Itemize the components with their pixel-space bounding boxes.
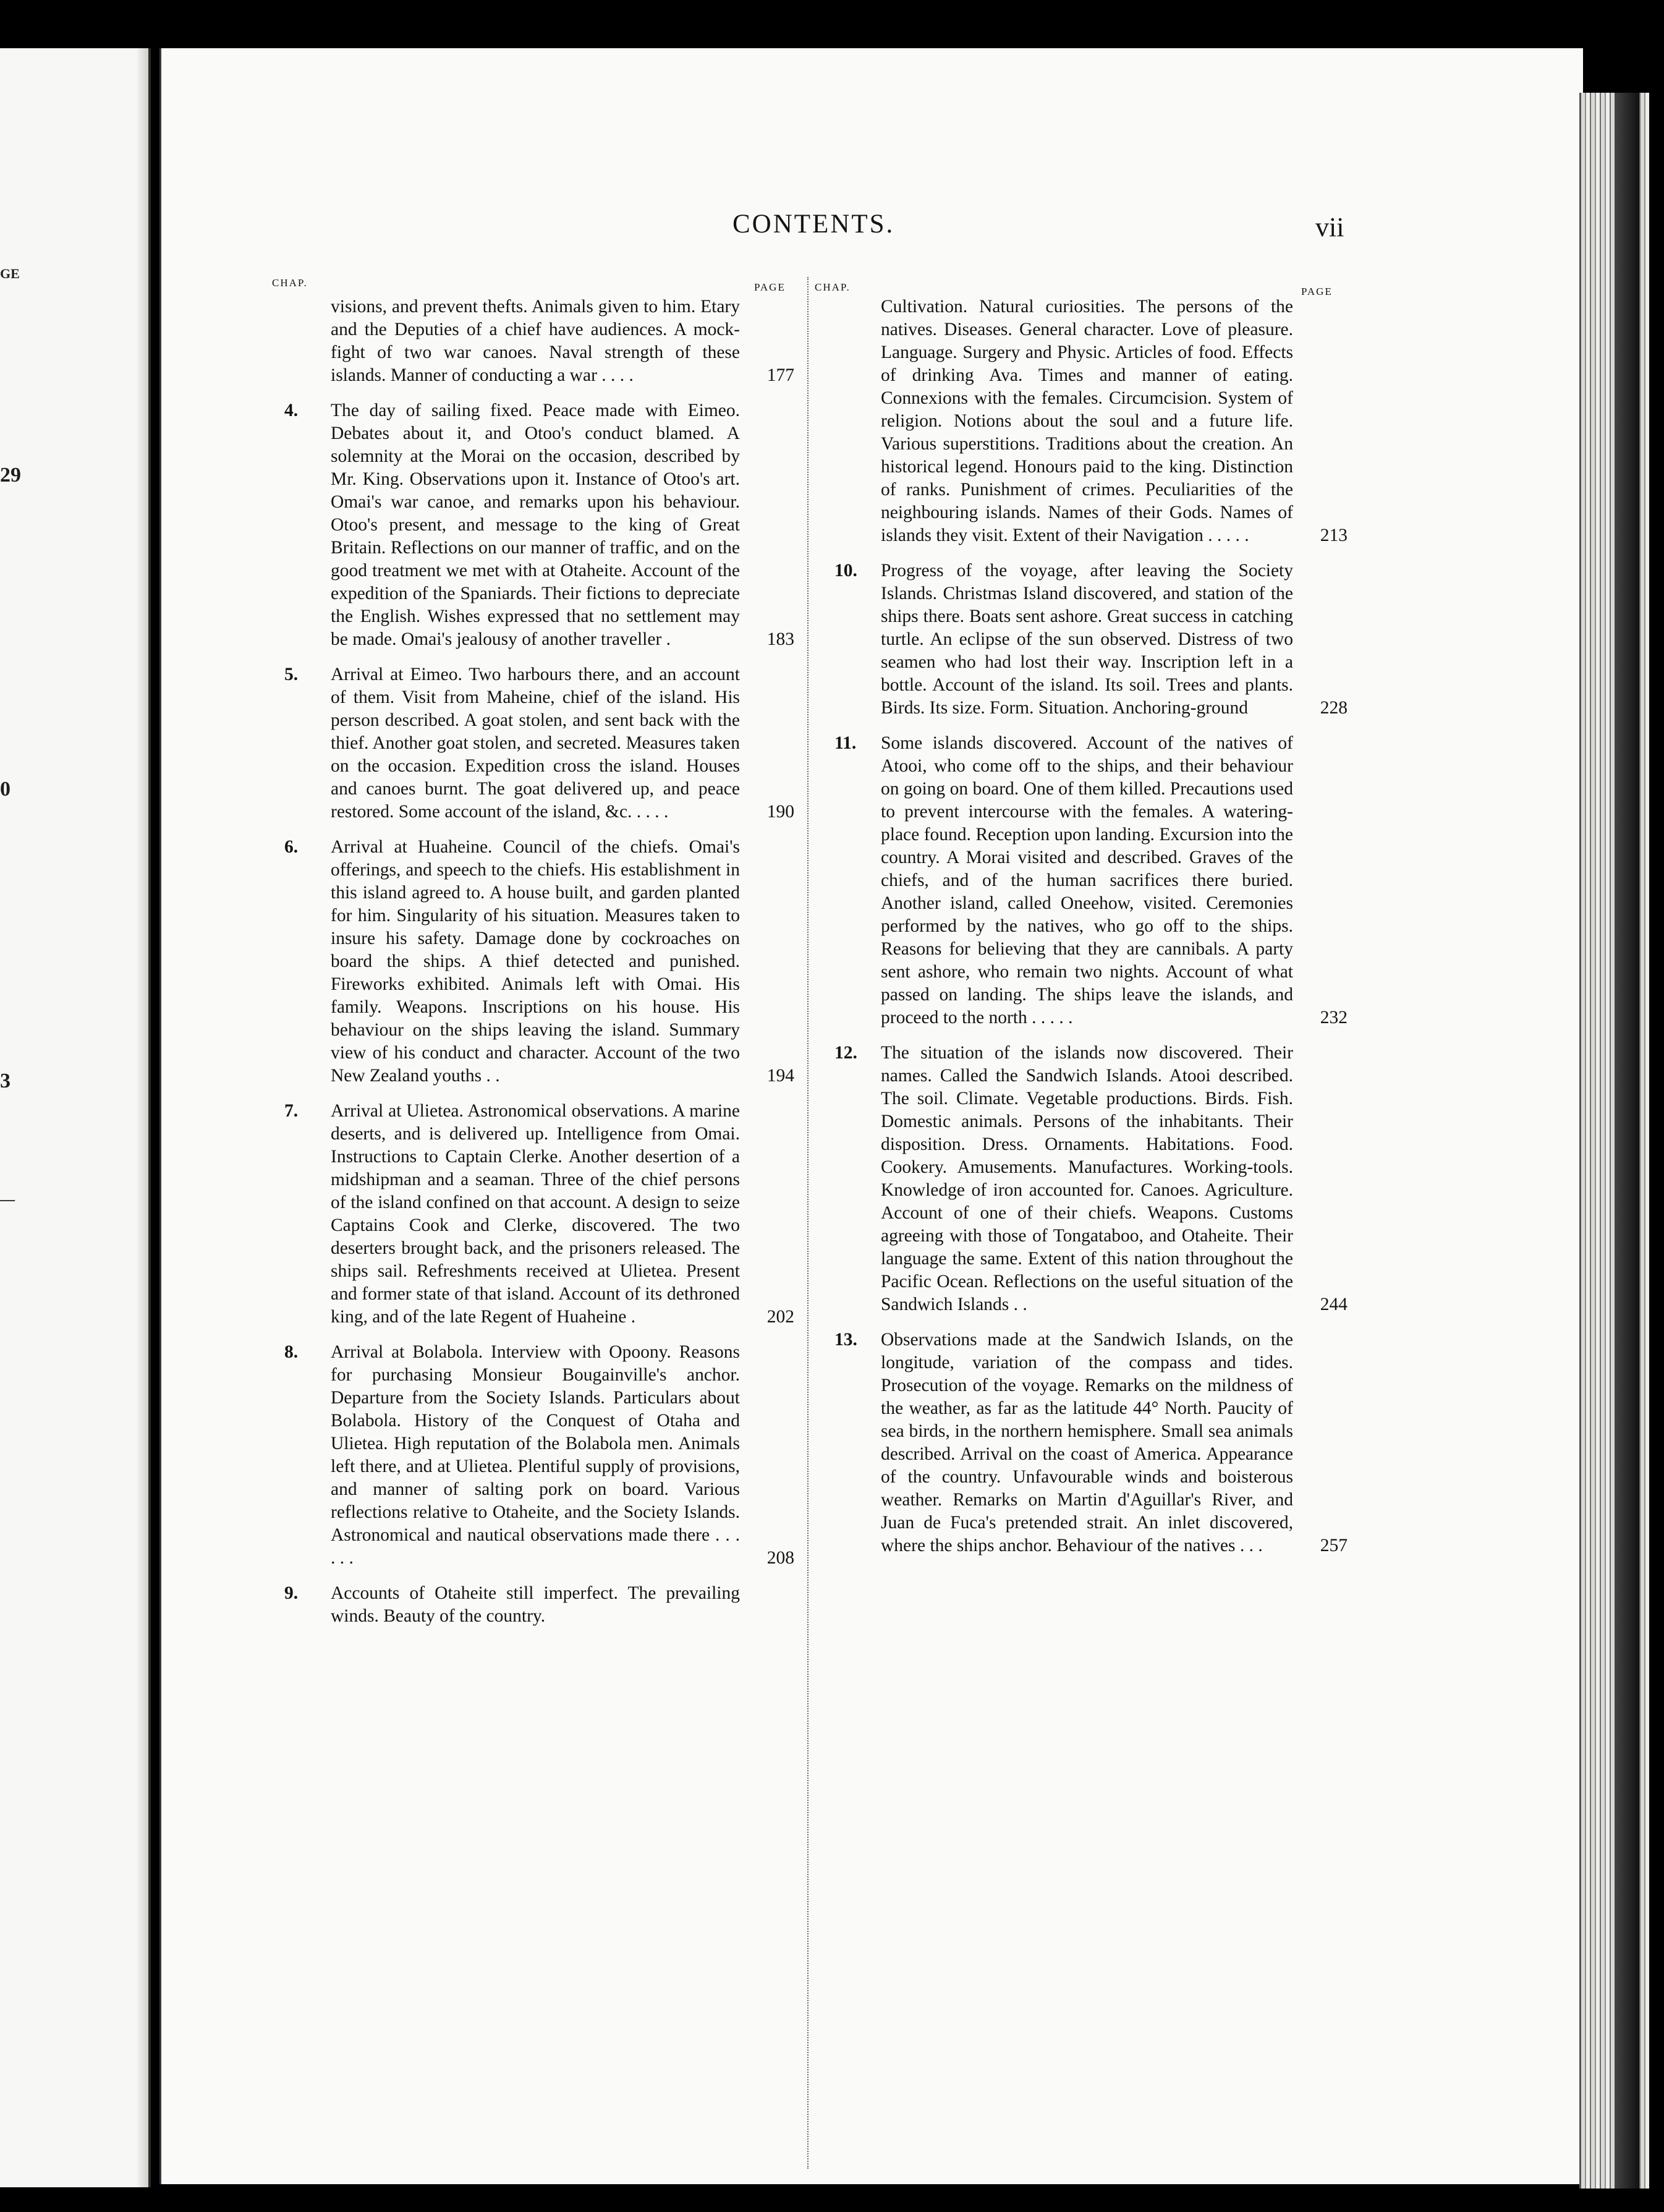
margin-fragment: —	[0, 1192, 15, 1208]
page-reference: 257	[1320, 1536, 1348, 1555]
page-column-label: PAGE	[1301, 286, 1333, 297]
chapter-summary: visions, and prevent thefts. Animals given to him. Etary and the Deputies of a chief have audiences. A mock-fight of two war canoes. Naval strength of these islands. Manner of conducting a war . . . .	[331, 297, 740, 385]
contents-entry	[272, 836, 794, 1087]
page-reference: 190	[766, 802, 794, 822]
chapter-number: 12.	[834, 1043, 857, 1063]
contents-entry	[822, 1329, 1348, 1557]
page-reference: 232	[1320, 1008, 1348, 1027]
page-folio: vii	[1315, 212, 1344, 242]
margin-fragment: 0	[0, 778, 11, 801]
contents-entry	[272, 1100, 794, 1329]
page-reference: 177	[766, 365, 794, 385]
chapter-summary: Arrival at Ulietea. Astronomical observations. A marine deserts, and is delivered up. Intelligence from Omai. Instructions to Captain Clerke. Another desertion of a midshipman and a seaman. Three of the chief persons of the island confined on that account. A design to seize Captains Cook and Clerke, discovered. The two deserters brought back, and the prisoners released. The ships sail. Refreshments received at Ulietea. Present and former state of that island. Account of its dethroned king, and of the late Regent of Huaheine .	[331, 1101, 740, 1327]
chapter-summary: The day of sailing fixed. Peace made with Eimeo. Debates about it, and Otoo's conduct blamed. A solemnity at the Morai on the occasion, described by Mr. King. Observations upon it. Instance of Otoo's art. Omai's war canoe, and remarks upon his behaviour. Otoo's present, and message to the king of Great Britain. Reflections on our manner of traffic, and on the good treatment we met with at Otaheite. Account of the expedition of the Spaniards. Their fictions to depreciate the English. Wishes expressed that no settlement may be made. Omai's jealousy of another traveller .	[331, 401, 740, 649]
page-reference: 213	[1320, 525, 1348, 545]
chapter-summary: The situation of the islands now discovered. Their names. Called the Sandwich Islands. Atooi described. The soil. Climate. Vegetable productions. Birds. Fish. Domestic animals. Persons of the inhabitants. Their disposition. Dress. Ornaments. Habitations. Food. Cookery. Amusements. Manufactures. Working-tools. Knowledge of iron accounted for. Canoes. Agriculture. Account of one of their chiefs. Weapons. Customs agreeing with those of Tongataboo, and Otaheite. Their language the same. Extent of this nation throughout the Pacific Ocean. Reflections on the useful situation of the Sandwich Islands . .	[881, 1043, 1293, 1314]
contents-entry	[272, 1582, 794, 1628]
chapter-number: 5.	[284, 665, 299, 684]
chapter-summary: Arrival at Eimeo. Two harbours there, and an account of them. Visit from Maheine, chief of the island. His person described. A goat stolen, and sent back with the thief. Another goat stolen, and secreted. Measures taken on the occasion. Expedition cross the island. Houses and canoes burnt. The goat delivered up, and peace restored. Some account of the island, &c. . . . .	[331, 665, 740, 822]
chapter-number: 13.	[834, 1330, 857, 1350]
chapter-number: 11.	[834, 733, 857, 753]
contents-entry	[822, 732, 1348, 1029]
left-page-fragment	[0, 48, 151, 2187]
page-reference: 228	[1320, 698, 1348, 718]
contents-entry	[272, 296, 794, 387]
column-divider	[807, 277, 809, 2169]
contents-entry	[272, 1341, 794, 1570]
contents-entry	[272, 399, 794, 651]
margin-fragment: 29	[0, 464, 21, 487]
page-reference: 202	[766, 1307, 794, 1327]
chapter-summary: Cultivation. Natural curiosities. The persons of the natives. Diseases. General character. Love of pleasure. Language. Surgery and Physic. Articles of food. Effects of drinking Ava. Times and manner of eating. Connexions with the females. Circumcision. System of religion. Notions about the soul and a future life. Various superstitions. Traditions about the creation. An historical legend. Honours paid to the king. Distinction of ranks. Punishment of crimes. Peculiarities of the neighbouring islands. Names of their Gods. Names of islands they visit. Extent of their Navigation . . . . .	[881, 297, 1293, 545]
chapter-summary: Arrival at Bolabola. Interview with Opoony. Reasons for purchasing Monsieur Bougainville's anchor. Departure from the Society Islands. Particulars about Bolabola. History of the Conquest of Otaha and Ulietea. High reputation of the Bolabola men. Animals left there, and at Ulietea. Plentiful supply of provisions, and manner of salting pork on board. Various reflections relative to Otaheite, and the Society Islands. Astronomical and nautical observations made there . . . . . .	[331, 1342, 740, 1568]
chapter-summary: Arrival at Huaheine. Council of the chiefs. Omai's offerings, and speech to the chiefs. His establishment in this island agreed to. A house built, and garden planted for him. Singularity of his situation. Measures taken to insure his safety. Damage done by cockroaches on board the ships. A thief detected and punished. Fireworks exhibited. Animals left with Omai. His family. Weapons. Inscriptions on his house. His behaviour on the ships leaving the island. Summary view of his conduct and character. Account of the two New Zealand youths . .	[331, 837, 740, 1086]
contents-entry	[272, 663, 794, 823]
chapter-number: 7.	[284, 1101, 299, 1121]
chapter-number: 6.	[284, 837, 299, 857]
contents-entry	[822, 559, 1348, 720]
chap-column-label: CHAP.	[272, 277, 308, 289]
margin-fragment: 3	[0, 1070, 11, 1092]
page-column-label: PAGE	[754, 281, 786, 293]
contents-entry	[822, 296, 1348, 547]
page-reference: 244	[1320, 1295, 1348, 1314]
contents-entry	[822, 1042, 1348, 1316]
book-spine-shadow	[1615, 93, 1639, 2189]
chapter-summary: Some islands discovered. Account of the natives of Atooi, who come off to the ships, and their behaviour on going on board. One of them killed. Precautions used to prevent intercourse with the females. A watering-place found. Reception upon landing. Excursion into the country. A Morai visited and described. Graves of the chiefs, and of the human sacrifices there buried. Another island, called Oneehow, visited. Ceremonies performed by the natives, who go off to the ships. Reasons for believing that they are cannibals. A party sent ashore, who remain two nights. Account of what passed on landing. The ships leave the islands, and proceed to the north . . . . .	[881, 733, 1293, 1027]
left-page-edge	[137, 48, 148, 2187]
chapter-number: 10.	[834, 561, 857, 581]
chapter-number: 8.	[284, 1342, 299, 1362]
page-reference: 183	[766, 629, 794, 649]
contents-column-left	[272, 296, 794, 1628]
chapter-summary: Progress of the voyage, after leaving the Society Islands. Christmas Island discovered, and station of the ships there. Boats sent ashore. Great success in catching turtle. An eclipse of the sun observed. Distress of two seamen who had lost their way. Inscription left in a bottle. Account of the island. Its soil. Trees and plants. Birds. Its size. Form. Situation. Anchoring-ground	[881, 561, 1293, 718]
contents-column-right	[822, 296, 1348, 1557]
chap-column-label: CHAP.	[815, 281, 851, 293]
page-reference: 208	[766, 1548, 794, 1568]
chapter-summary: Observations made at the Sandwich Islands, on the longitude, variation of the compass and tides. Prosecution of the voyage. Remarks on the mildness of the weather, as far as the latitude 44° North. Paucity of sea birds, in the northern hemisphere. Small sea animals described. Arrival on the coast of America. Appearance of the country. Unfavourable winds and boisterous weather. Remarks on Martin d'Aguillar's River, and Juan de Fuca's pretended strait. An inlet discovered, where the ships anchor. Behaviour of the natives . . .	[881, 1330, 1293, 1555]
chapter-number: 9.	[284, 1583, 299, 1603]
running-head: CONTENTS.	[732, 210, 895, 239]
chapter-number: 4.	[284, 401, 299, 420]
margin-fragment: GE	[0, 266, 20, 281]
page-reference: 194	[766, 1066, 794, 1086]
chapter-summary: Accounts of Otaheite still imperfect. The prevailing winds. Beauty of the country.	[331, 1583, 740, 1626]
